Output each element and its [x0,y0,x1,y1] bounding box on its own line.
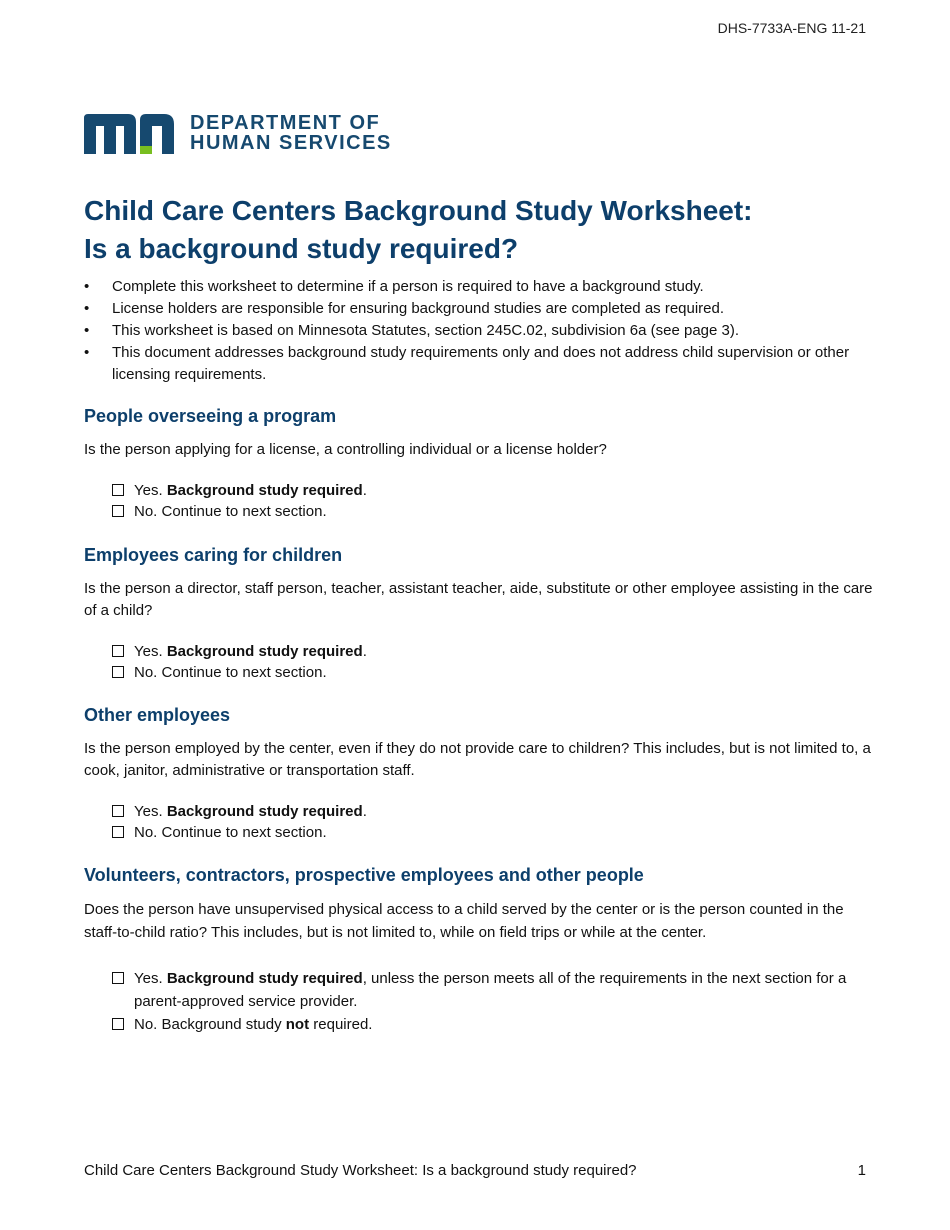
checkbox[interactable] [112,1018,124,1030]
title-line-1: Child Care Centers Background Study Worksheet: [84,195,753,226]
title-line-2: Is a background study required? [84,233,519,264]
form-code: DHS-7733A-ENG 11-21 [717,20,866,36]
checkbox[interactable] [112,645,124,657]
section-heading: Other employees [84,705,231,725]
checkbox[interactable] [112,484,124,496]
option-no[interactable]: No. Background study not required. [112,1013,874,1036]
section-question: Is the person employed by the center, even if they do not provide care to children? This includes, but is not limited to, a cook, janitor, administrative or transportation staff. [84,740,871,779]
section-employees-caring [84,543,874,683]
bullet-item: • This worksheet is based on Minnesota Statutes, section 245C.02, subdivision 6a (see page 3). [84,320,864,342]
section-heading: Volunteers, contractors, prospective employees and other people [84,865,644,885]
section-heading: People overseeing a program [84,406,337,426]
section-volunteers [84,863,874,1036]
option-yes[interactable]: Yes. Background study required. [112,480,874,501]
page-number: 1 [857,1162,866,1179]
section-other-employees [84,703,874,843]
section-question: Is the person a director, staff person, teacher, assistant teacher, aide, substitute or other employee assisting in the care of a child? [84,580,873,619]
option-yes[interactable]: Yes. Background study required, unless the person meets all of the requirements in the next section for a parent-approved service provider. [112,967,874,1013]
section-people-overseeing [84,404,874,522]
bullet-item: • License holders are responsible for ensuring background studies are completed as required. [84,298,864,320]
checkbox[interactable] [112,972,124,984]
option-no[interactable]: No. Continue to next section. [112,501,874,522]
option-no[interactable]: No. Continue to next section. [112,662,874,683]
section-heading: Employees caring for children [84,545,343,565]
option-no[interactable]: No. Continue to next section. [112,822,874,843]
logo-line-2: HUMAN SERVICES [190,132,392,154]
option-yes[interactable]: Yes. Background study required. [112,801,874,822]
checkbox[interactable] [112,805,124,817]
section-question: Is the person applying for a license, a controlling individual or a license holder? [84,441,607,458]
page-footer [84,1162,866,1179]
bullet-item: • This document addresses background study requirements only and does not address child supervision or other licensing requirements. [84,342,864,385]
page-title [84,192,753,268]
footer-title: Child Care Centers Background Study Worksheet: Is a background study required? [84,1162,637,1179]
checkbox[interactable] [112,826,124,838]
section-question: Does the person have unsupervised physical access to a child served by the center or is the person counted in the staff-to-child ratio? This includes, but is not limited to, while on field trips or while at the center. [84,901,844,941]
bullet-item: • Complete this worksheet to determine if a person is required to have a background study. [84,276,864,298]
option-yes[interactable]: Yes. Background study required. [112,641,874,662]
checkbox[interactable] [112,666,124,678]
intro-bullet-list [84,276,864,386]
checkbox[interactable] [112,505,124,517]
logo-line-1: DEPARTMENT OF [190,112,381,134]
mn-logo-icon [84,112,176,154]
dhs-logo [84,112,392,154]
